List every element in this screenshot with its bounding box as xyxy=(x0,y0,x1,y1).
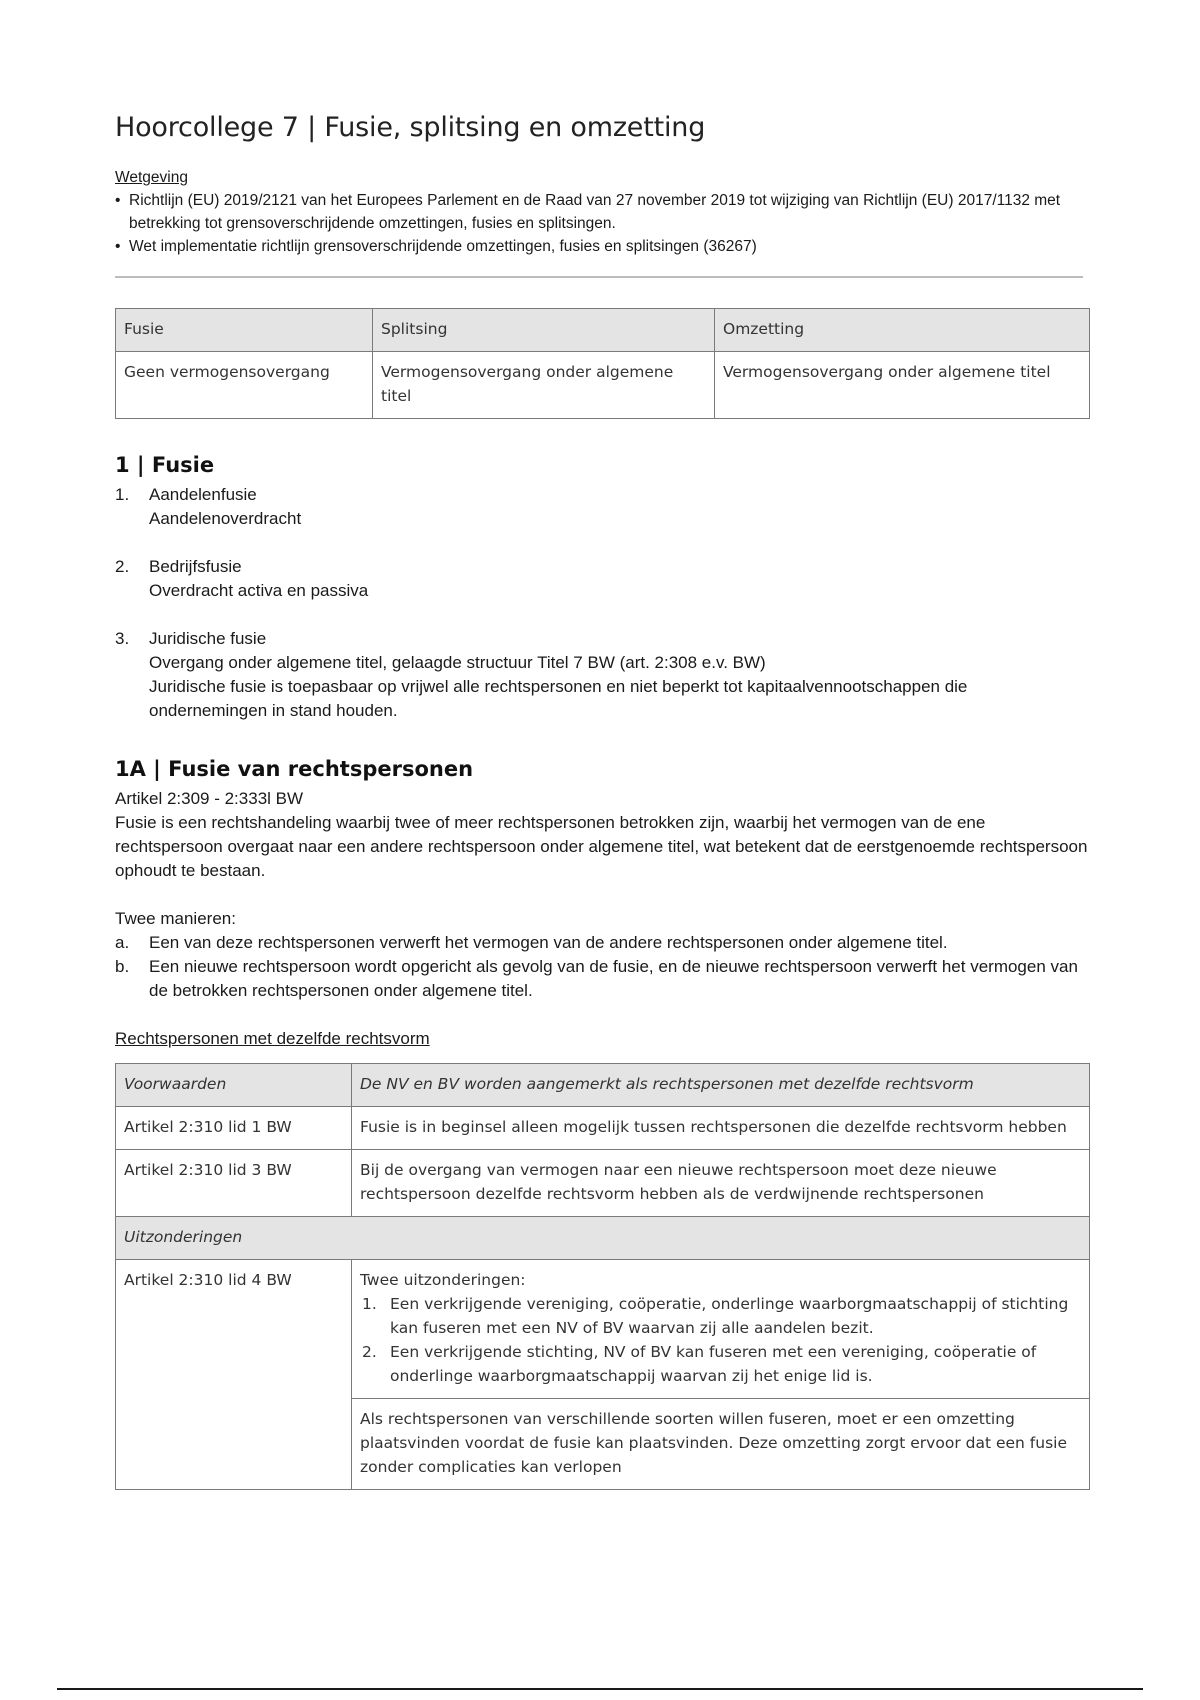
artikel-reference: Artikel 2:309 - 2:333l BW xyxy=(115,789,304,808)
header-fusie: Fusie xyxy=(116,309,373,352)
exceptions-intro: Twee uitzonderingen: xyxy=(360,1271,526,1289)
manieren-label: Twee manieren: xyxy=(115,909,236,928)
wetgeving-list xyxy=(115,189,1090,258)
header-omzetting: Omzetting xyxy=(715,309,1090,352)
list-marker: 3. xyxy=(115,629,130,648)
section-divider xyxy=(115,276,1083,278)
wetgeving-item: • Richtlijn (EU) 2019/2121 van het Europees Parlement en de Raad van 27 november 2019 tot wijziging van Richtlijn (EU) 2017/1132 met betrekking tot grensoverschrijdende omzettingen, fusies en splitsingen. xyxy=(115,189,1090,235)
exceptions-list xyxy=(360,1292,1081,1388)
conditions-table xyxy=(115,1063,1090,1490)
table-row xyxy=(116,1107,1090,1150)
header-uitzonderingen: Uitzonderingen xyxy=(116,1217,1090,1260)
cell-fusie: Geen vermogensovergang xyxy=(116,352,373,419)
list-item xyxy=(360,1292,1081,1340)
conditions-header-row xyxy=(116,1064,1090,1107)
table-row xyxy=(116,1150,1090,1217)
exceptions-cell xyxy=(352,1260,1090,1399)
overview-header-row xyxy=(116,309,1090,352)
list-item-title: Aandelenfusie xyxy=(149,485,257,504)
list-marker: 2. xyxy=(115,557,130,576)
overview-table xyxy=(115,308,1090,419)
list-item xyxy=(360,1340,1081,1388)
list-item xyxy=(115,483,1090,531)
list-item xyxy=(115,931,1090,955)
fusie-types-list xyxy=(115,483,1090,723)
document-page xyxy=(115,112,1090,1490)
list-marker: 2. xyxy=(362,1343,377,1361)
overview-row xyxy=(116,352,1090,419)
list-marker: 1. xyxy=(115,485,130,504)
list-marker: a. xyxy=(115,933,130,952)
header-voorwaarden: Voorwaarden xyxy=(116,1064,352,1107)
list-item-text: Een van deze rechtspersonen verwerft het vermogen van de andere rechtspersonen onder algemene titel. xyxy=(149,933,948,952)
header-note: De NV en BV worden aangemerkt als rechtspersonen met dezelfde rechtsvorm xyxy=(352,1064,1090,1107)
footer-divider xyxy=(57,1688,1143,1690)
list-item xyxy=(115,627,1090,723)
list-item-line: Aandelenoverdracht xyxy=(149,509,302,528)
artikel-cell: Artikel 2:310 lid 1 BW xyxy=(116,1107,352,1150)
list-marker: 1. xyxy=(362,1295,377,1313)
page-title: Hoorcollege 7 | Fusie, splitsing en omzetting xyxy=(115,112,706,143)
omzetting-note-cell: Als rechtspersonen van verschillende soorten willen fuseren, moet er een omzetting plaatsvinden voordat de fusie kan plaatsvinden. Deze omzetting zorgt ervoor dat een fusie zonder complicaties kan verlopen xyxy=(352,1399,1090,1490)
list-item-text: Een verkrijgende stichting, NV of BV kan fuseren met een vereniging, coöperatie of onderlinge waarborgmaatschappij waarvan zij het enige lid is. xyxy=(390,1343,1037,1385)
cell-omzetting: Vermogensovergang onder algemene titel xyxy=(715,352,1090,419)
header-splitsing: Splitsing xyxy=(373,309,715,352)
fusie-definition: Fusie is een rechtshandeling waarbij twee of meer rechtspersonen betrokken zijn, waarbij het vermogen van de ene rechtspersoon overgaat naar een andere rechtspersoon onder algemene titel, wat betekent dat de eerstgenoemde rechtspersoon ophoudt te bestaan. xyxy=(115,813,1088,880)
artikel-cell: Artikel 2:310 lid 4 BW xyxy=(116,1260,352,1490)
list-item-line: Juridische fusie is toepasbaar op vrijwel alle rechtspersonen en niet beperkt tot kapitaalvennootschappen die ondernemingen in stand houden. xyxy=(149,677,968,720)
rule-cell: Fusie is in beginsel alleen mogelijk tussen rechtspersonen die dezelfde rechtsvorm hebben xyxy=(352,1107,1090,1150)
cell-splitsing: Vermogensovergang onder algemene titel xyxy=(373,352,715,419)
list-item-title: Bedrijfsfusie xyxy=(149,557,242,576)
list-item-line: Overdracht activa en passiva xyxy=(149,581,369,600)
list-item-line: Overgang onder algemene titel, gelaagde structuur Titel 7 BW (art. 2:308 e.v. BW) xyxy=(149,653,766,672)
section-heading-fusie: 1 | Fusie xyxy=(115,453,215,477)
list-item xyxy=(115,555,1090,603)
list-item-text: Een verkrijgende vereniging, coöperatie, onderlinge waarborgmaatschappij of stichting kan fuseren met een NV of BV waarvan zij alle aandelen bezit. xyxy=(390,1295,1069,1337)
list-marker: b. xyxy=(115,957,130,976)
wetgeving-item: • Wet implementatie richtlijn grensoverschrijdende omzettingen, fusies en splitsingen (36267) xyxy=(115,235,1090,258)
wetgeving-label: Wetgeving xyxy=(115,169,188,186)
exceptions-header-row xyxy=(116,1217,1090,1260)
manieren-list xyxy=(115,931,1090,1003)
section-heading-fusie-rechtspersonen: 1A | Fusie van rechtspersonen xyxy=(115,757,474,781)
table-row xyxy=(116,1260,1090,1399)
artikel-cell: Artikel 2:310 lid 3 BW xyxy=(116,1150,352,1217)
list-item-text: Een nieuwe rechtspersoon wordt opgericht als gevolg van de fusie, en de nieuwe rechtspersoon verwerft het vermogen van de betrokken rechtspersonen onder algemene titel. xyxy=(149,957,1078,1000)
list-item xyxy=(115,955,1090,1003)
list-item-title: Juridische fusie xyxy=(149,629,267,648)
subheading-dezelfde-rechtsvorm: Rechtspersonen met dezelfde rechtsvorm xyxy=(115,1029,430,1048)
rule-cell: Bij de overgang van vermogen naar een nieuwe rechtspersoon moet deze nieuwe rechtspersoon dezelfde rechtsvorm hebben als de verdwijnende rechtspersonen xyxy=(352,1150,1090,1217)
